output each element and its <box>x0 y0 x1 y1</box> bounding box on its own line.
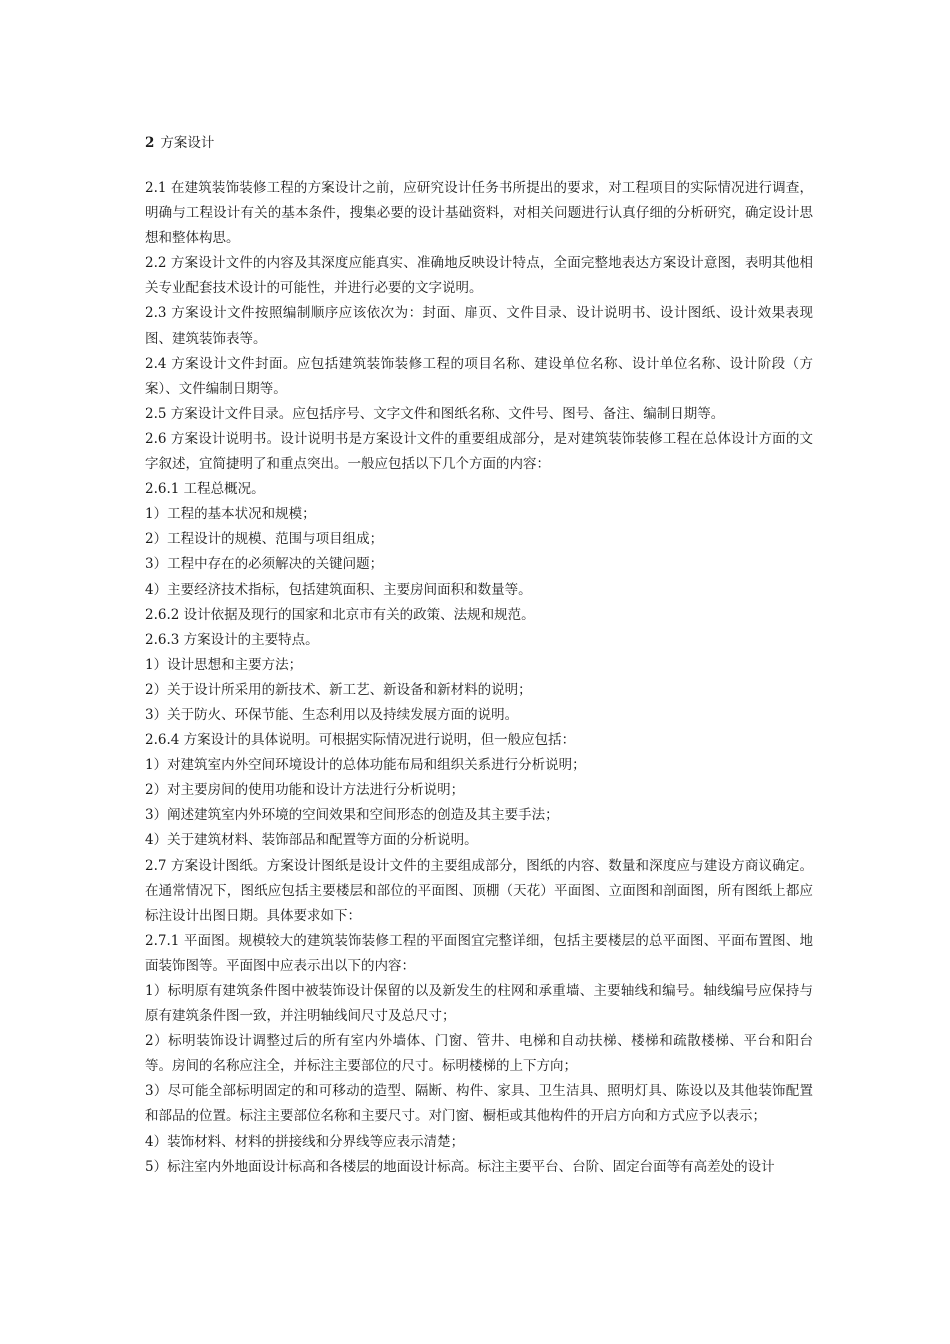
section-number: 2 <box>145 135 155 151</box>
paragraph: 2.6.3 方案设计的主要特点。 <box>145 631 319 648</box>
paragraph: 2.6.2 设计依据及现行的国家和北京市有关的政策、法规和规范。 <box>145 606 535 623</box>
list-item: 2）关于设计所采用的新技术、新工艺、新设备和新材料的说明； <box>145 681 532 698</box>
paragraph: 2.7.1 平面图。规模较大的建筑装饰装修工程的平面图宜完整详细，包括主要楼层的总平面图、平面布置图、地面装饰图等。平面图中应表示出以下的内容： <box>145 932 813 974</box>
list-item: 1）对建筑室内外空间环境设计的总体功能布局和组织关系进行分析说明； <box>145 757 586 774</box>
list-item: 5）标注室内外地面设计标高和各楼层的地面设计标高。标注主要平台、台阶、固定台面等有高差处的设计 <box>145 1158 775 1175</box>
paragraph: 2.1 在建筑装饰装修工程的方案设计之前，应研究设计任务书所提出的要求，对工程项目的实际情况进行调查，明确与工程设计有关的基本条件，搜集必要的设计基础资料，对相关问题进行认真仔细的分析研究，确定设计思想和整体构思。 <box>145 180 813 247</box>
list-item: 4）装饰材料、材料的拼接线和分界线等应表示清楚； <box>145 1133 465 1150</box>
list-item: 1）标明原有建筑条件图中被装饰设计保留的以及新发生的柱网和承重墙、主要轴线和编号。轴线编号应保持与原有建筑条件图一致，并注明轴线间尺寸及总尺寸； <box>145 983 813 1025</box>
list-item: 3）阐述建筑室内外环境的空间效果和空间形态的创造及其主要手法； <box>145 807 559 824</box>
paragraph: 2.6.4 方案设计的具体说明。可根据实际情况进行说明，但一般应包括： <box>145 732 576 749</box>
list-item: 1）设计思想和主要方法； <box>145 656 303 673</box>
section-heading <box>145 134 214 152</box>
document-body <box>145 176 813 1180</box>
paragraph: 2.3 方案设计文件按照编制顺序应该依次为：封面、扉页、文件目录、设计说明书、设计图纸、设计效果表现图、建筑装饰表等。 <box>145 305 813 347</box>
paragraph: 2.7 方案设计图纸。方案设计图纸是设计文件的主要组成部分，图纸的内容、数量和深度应与建设方商议确定。在通常情况下，图纸应包括主要楼层和部位的平面图、顶棚（天花）平面图、立面图和剖面图，所有图纸上都应标注设计出图日期。具体要求如下： <box>145 857 813 924</box>
list-item: 3）工程中存在的必须解决的关键问题； <box>145 556 384 573</box>
paragraph: 2.6.1 工程总概况。 <box>145 481 265 498</box>
list-item: 3）关于防火、环保节能、生态利用以及持续发展方面的说明。 <box>145 706 519 723</box>
list-item: 3）尽可能全部标明固定的和可移动的造型、隔断、构件、家具、卫生洁具、照明灯具、陈设以及其他装饰配置和部品的位置。标注主要部位名称和主要尺寸。对门窗、橱柜或其他构件的开启方向和方式应予以表示； <box>145 1083 813 1125</box>
list-item: 2）工程设计的规模、范围与项目组成； <box>145 531 384 548</box>
paragraph: 2.2 方案设计文件的内容及其深度应能真实、准确地反映设计特点，全面完整地表达方案设计意图，表明其他相关专业配套技术设计的可能性，并进行必要的文字说明。 <box>145 255 813 297</box>
list-item: 1）工程的基本状况和规模； <box>145 506 316 523</box>
paragraph: 2.6 方案设计说明书。设计说明书是方案设计文件的重要组成部分，是对建筑装饰装修工程在总体设计方面的文字叙述，宜简捷明了和重点突出。一般应包括以下几个方面的内容： <box>145 430 813 473</box>
list-item: 4）关于建筑材料、装饰部品和配置等方面的分析说明。 <box>145 832 478 849</box>
list-item: 2）标明装饰设计调整过后的所有室内外墙体、门窗、管井、电梯和自动扶梯、楼梯和疏散楼梯、平台和阳台等。房间的名称应注全，并标注主要部位的尺寸。标明楼梯的上下方向； <box>145 1033 813 1075</box>
paragraph: 2.4 方案设计文件封面。应包括建筑装饰装修工程的项目名称、建设单位名称、设计单位名称、设计阶段（方案）、文件编制日期等。 <box>145 355 813 397</box>
list-item: 4）主要经济技术指标，包括建筑面积、主要房间面积和数量等。 <box>145 581 532 598</box>
paragraph: 2.5 方案设计文件目录。应包括序号、文字文件和图纸名称、文件号、图号、备注、编制日期等。 <box>145 405 725 422</box>
list-item: 2）对主要房间的使用功能和设计方法进行分析说明； <box>145 782 465 799</box>
section-title: 方案设计 <box>160 135 215 151</box>
